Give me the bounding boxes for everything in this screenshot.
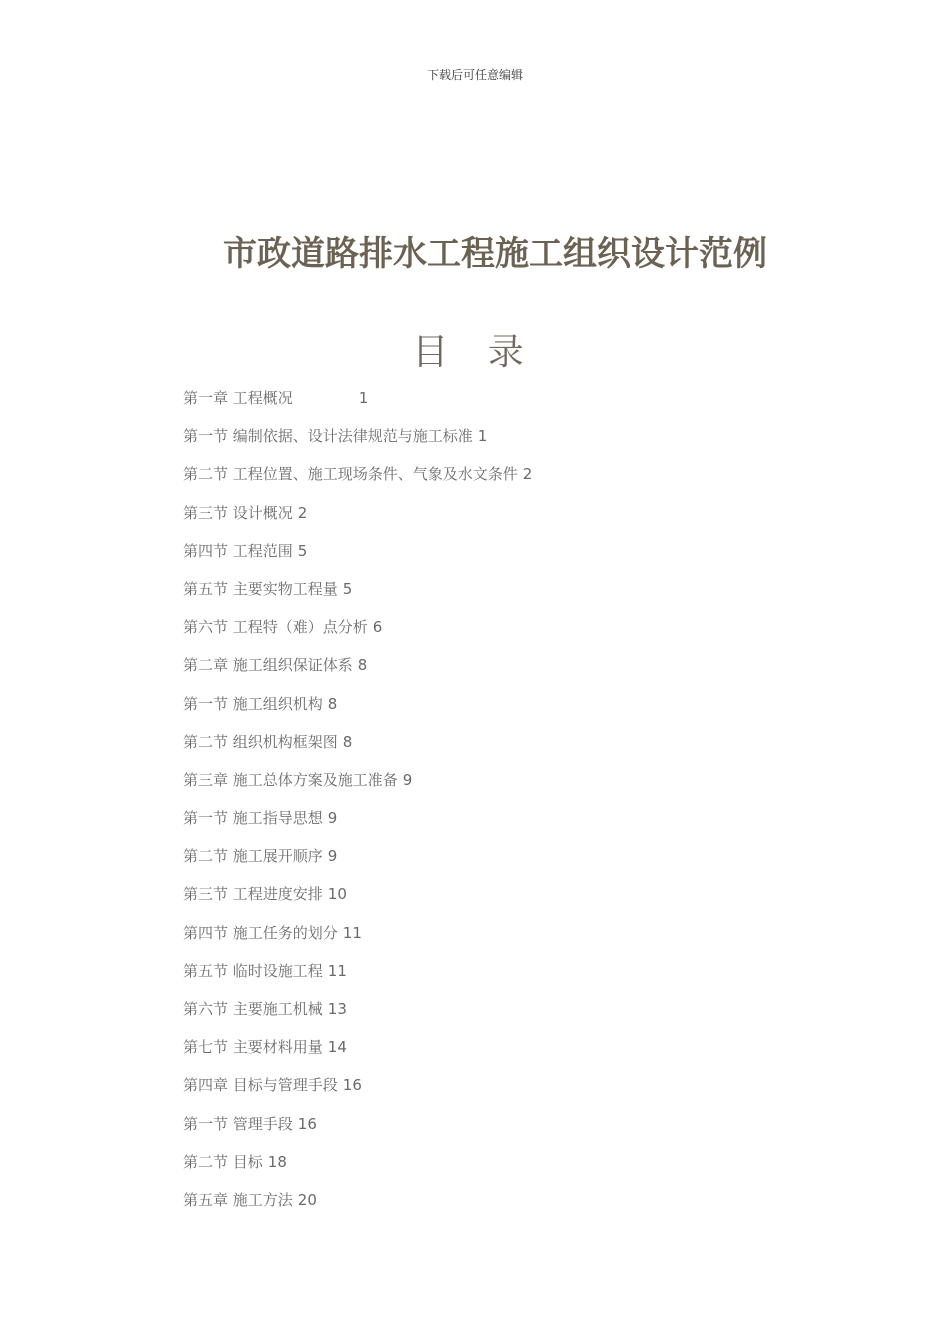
toc-entry-label: 第三章 施工总体方案及施工准备 (183, 770, 398, 789)
toc-entry-page-number: 9 (327, 847, 338, 866)
toc-entry[interactable] (183, 1075, 532, 1113)
toc-entry-label: 第二节 目标 (183, 1152, 263, 1171)
toc-entry-page-number: 8 (327, 694, 338, 713)
toc-entry-label: 第一节 管理手段 (183, 1114, 293, 1133)
toc-entry-label: 第六节 主要施工机械 (183, 1000, 323, 1018)
toc-entry-page-number: 11 (342, 923, 362, 942)
toc-entry-page-number: 20 (297, 1190, 317, 1209)
toc-entry-page-number: 1 (477, 427, 488, 446)
toc-entry-page-number: 1 (358, 389, 369, 407)
toc-entry-page-number: 16 (297, 1114, 317, 1133)
toc-entry-label: 第二章 施工组织保证体系 (183, 656, 353, 675)
toc-entry[interactable] (183, 388, 532, 426)
toc-entry[interactable] (183, 579, 532, 617)
toc-entry[interactable] (183, 770, 532, 808)
toc-entry-label: 第六节 工程特（难）点分析 (183, 618, 368, 637)
toc-entry-page-number: 8 (357, 656, 368, 675)
toc-entry-label: 第二节 工程位置、施工现场条件、气象及水文条件 (183, 465, 518, 484)
toc-entry-page-number: 5 (342, 579, 353, 598)
toc-entry-label: 第一节 施工指导思想 (183, 809, 323, 828)
toc-entry[interactable] (183, 732, 532, 770)
toc-entry-page-number: 5 (297, 541, 308, 560)
toc-entry-label: 第二节 施工展开顺序 (183, 847, 323, 866)
toc-entry-label: 第一节 编制依据、设计法律规范与施工标准 (183, 427, 473, 446)
toc-entry[interactable] (183, 503, 532, 541)
toc-entry-label: 第五节 主要实物工程量 (183, 579, 338, 598)
toc-entry[interactable] (183, 1152, 532, 1190)
toc-entry-label: 第五章 施工方法 (183, 1190, 293, 1209)
toc-entry-label: 第三节 设计概况 (183, 503, 293, 522)
toc-entry-page-number: 9 (327, 809, 338, 828)
toc-entry-label: 第二节 组织机构框架图 (183, 732, 338, 751)
toc-entry[interactable] (183, 694, 532, 732)
toc-entry[interactable] (183, 846, 532, 884)
toc-entry-page-number: 13 (327, 1000, 347, 1018)
toc-entry-label: 第一节 施工组织机构 (183, 694, 323, 713)
toc-entry-page-number: 14 (327, 1038, 347, 1057)
toc-entry[interactable] (183, 1037, 532, 1075)
toc-entry[interactable] (183, 541, 532, 579)
toc-entry[interactable] (183, 426, 532, 464)
toc-entry-page-number: 11 (327, 961, 347, 980)
toc-entry-page-number: 18 (267, 1152, 287, 1171)
toc-entry[interactable] (183, 999, 532, 1037)
toc-heading: 目 录 (412, 332, 538, 373)
toc-entry[interactable] (183, 1190, 532, 1228)
toc-entry[interactable] (183, 617, 532, 655)
toc-entry-page-number: 6 (372, 618, 383, 637)
header-note: 下载后可任意编辑 (426, 68, 523, 82)
table-of-contents (183, 388, 532, 1228)
toc-entry-page-number: 16 (342, 1076, 362, 1095)
toc-entry-label: 第四节 施工任务的划分 (183, 923, 338, 942)
toc-entry-page-number: 2 (297, 503, 308, 522)
toc-entry-label: 第七节 主要材料用量 (183, 1038, 323, 1057)
toc-entry[interactable] (183, 1114, 532, 1152)
toc-entry-label: 第四节 工程范围 (183, 541, 293, 560)
toc-entry-label: 第一章 工程概况 (183, 389, 293, 407)
toc-entry[interactable] (183, 884, 532, 922)
toc-entry-page-number: 8 (342, 732, 353, 751)
toc-entry[interactable] (183, 961, 532, 999)
toc-entry-label: 第四章 目标与管理手段 (183, 1076, 338, 1095)
toc-entry-label: 第五节 临时设施工程 (183, 961, 323, 980)
toc-entry[interactable] (183, 808, 532, 846)
toc-entry[interactable] (183, 923, 532, 961)
toc-entry-label: 第三节 工程进度安排 (183, 885, 323, 904)
toc-entry[interactable] (183, 464, 532, 502)
toc-entry-page-number: 10 (327, 885, 347, 904)
document-title: 市政道路排水工程施工组织设计范例 (223, 234, 767, 274)
toc-entry-page-number: 9 (402, 770, 413, 789)
toc-entry-page-number: 2 (522, 465, 533, 484)
toc-entry[interactable] (183, 655, 532, 693)
